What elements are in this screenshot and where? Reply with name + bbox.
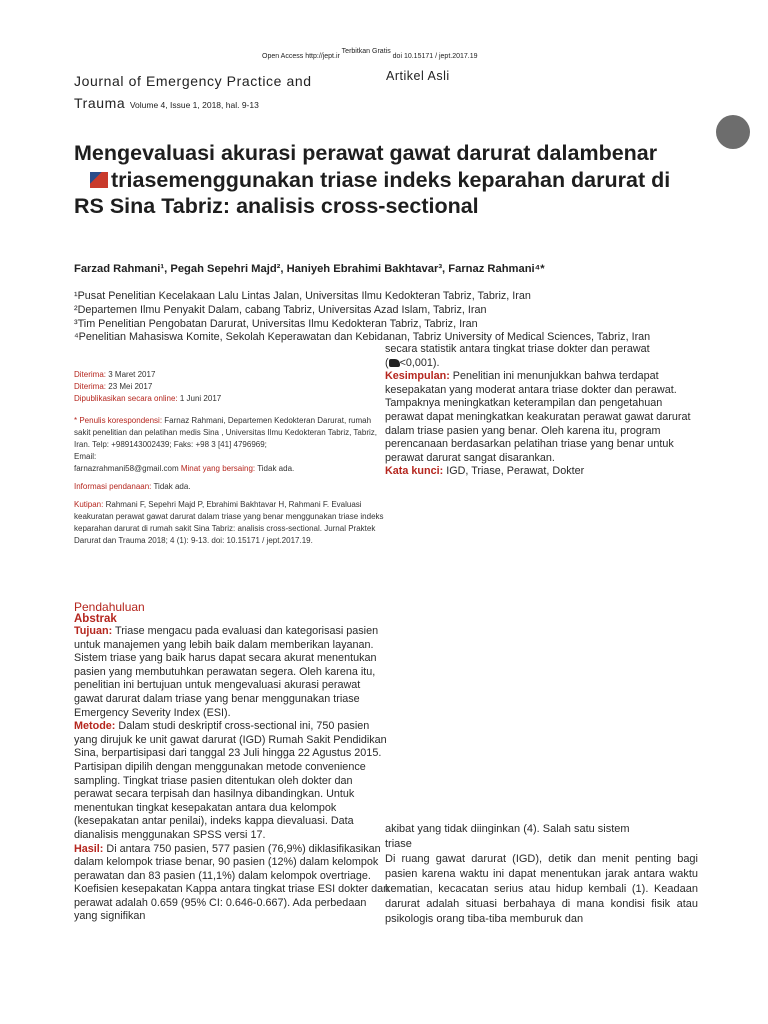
conclusion: Kesimpulan: Penelitian ini menunjukkan bahwa terdapat kesepakatan yang moderat antara triase dokter dan perawat. Tampaknya meningkatkan keterampilan dan pengetahuan perawat dapat meningkatkan keakuratan perawat gawat darurat dalam triase pasien yang benar. Oleh karena itu, program perencanaan berdasarkan pelatihan triase yang benar untuk perawat darurat sangat disarankan. [385,370,691,464]
affiliation-1: ¹Pusat Penelitian Kecelakaan Lalu Lintas Jalan, Universitas Ilmu Kedokteran Tabriz, Tabriz, Iran [74,290,531,302]
intro-paragraph: Di ruang gawat darurat (IGD), detik dan menit penting bagi pasien karena waktu ini dapat menentukan jarak antara waktu kematian, kecacatan serius atau hidup kembali (1). Keadaan darurat adalah situasi berbahaya di mana kondisi fisik atau psikologis orang tiba-tiba memburuk dan [385,853,698,925]
article-title [74,140,674,220]
article-type: Artikel Asli [386,69,450,83]
intro-line1: akibat yang tidak diinginkan (4). Salah satu sistem [385,823,630,835]
intro-text [385,822,698,927]
title-part2: triasemenggunakan triase indeks keparahan darurat di RS Sina Tabriz: analisis cross-sectional [74,167,671,218]
email-label: Email: [74,452,97,461]
received-date: Diterima: 3 Maret 2017 [74,370,156,379]
abstract-objective: Tujuan: Triase mengacu pada evaluasi dan kategorisasi pasien untuk manajemen yang lebih baik dalam memberikan layanan. Sistem triase yang baik harus dapat secara akurat menentukan pasien yang membutuhkan perawatan segera. Oleh karena itu, penelitian ini bertujuan untuk mengevaluasi akurasi perawat gawat darurat dalam triase yang benar menggunakan triase Emergency Severity Index (ESI). [74,625,379,719]
doi-label: doi 10.15171 / jept.2017.19 [392,53,478,60]
published-label: Terbitkan Gratis [341,48,391,55]
intro-line2: triase [385,838,412,850]
email-link[interactable]: farnazrahmani58@gmail.com [74,464,179,473]
abstract-results: Hasil: Di antara 750 pasien, 577 pasien (76,9%) diklasifikasikan dalam kelompok triase benar, 90 pasien (12%) dalam kelompok perawatan dan 83 pasien (11,1%) dalam kelompok overtriage. Koefisien kesepakatan Kappa antara tingkat triase ESI dokter dan perawat adalah 0.659 (95% CI: 0.646-0.667). Ada perbedaan yang signifikan [74,842,390,923]
abstract-continuation [385,343,698,479]
p-value-glyph-icon [389,359,400,367]
journal-name-line1: Journal of Emergency Practice and [74,73,312,89]
citation: Kutipan: Rahmani F, Sepehri Majd P, Ebrahimi Bakhtavar H, Rahmani F. Evaluasi keakuratan perawat gawat darurat dalam triase yang benar menggunakan triase indeks keparahan darurat di rumah sakit Sina Tabriz: analisis cross-sectional. Jurnal Praktek Darurat dan Trauma 2018; 4 (1): 9-13. doi: 10.15171 / jept.2017.19. [74,500,384,545]
gray-circle-icon [716,115,750,149]
abstract-method: Metode: Dalam studi deskriptif cross-sectional ini, 750 pasien yang dirujuk ke unit gawat darurat (IGD) Rumah Sakit Pendidikan Sina, berpartisipasi dari tanggal 23 Juli hingga 22 Agustus 2015. Partisipan dipilih dengan menggunakan metode convenience sampling. Tingkat triase pasien ditentukan oleh dokter dan perawat secara terpisah dan hasilnya dibandingkan. Untuk menentukan tingkat kesepakatan antara dua kelompok (kesepakatan antar penilai), indeks kappa dievaluasi. Data dianalisis menggunakan SPSS versi 17. [74,720,387,841]
crossmark-icon[interactable] [90,172,108,188]
open-access-label: Open Access [262,53,304,60]
journal-name-trauma: Trauma [74,95,126,111]
corresponding-author: * Penulis korespondensi: Farnaz Rahmani, Departemen Kedokteran Darurat, rumah sakit penelitian dan pelatihan medis Sina , Universitas Ilmu Kedokteran Tabriz, Tabriz, Iran. Telp: +989143002439; Faks: +98 3 [41] 4796969; [74,416,377,449]
intro-heading: Pendahuluan [74,600,145,614]
affiliation-2: ²Departemen Ilmu Penyakit Dalam, cabang Tabriz, Universitas Azad Islam, Tabriz, Iran [74,303,487,316]
article-info [74,369,386,547]
journal-url-link[interactable]: http://jept.ir [305,53,340,60]
header-topline [262,48,478,60]
affiliations [74,290,714,345]
title-part1: Mengevaluasi akurasi perawat gawat darurat dalambenar [74,141,658,165]
abstract-body [74,625,392,924]
email-interest-line: farnazrahmani58@gmail.com Minat yang bersaing: Tidak ada. [74,464,295,473]
accepted-date: Diterima: 23 Mei 2017 [74,382,153,391]
journal-name [74,70,404,116]
published-date: Dipublikasikan secara online: 1 Juni 2017 [74,394,222,403]
affiliation-4: ⁴Penelitian Mahasiswa Komite, Sekolah Keperawatan dan Kebidanan, Tabriz University of Medical Sciences, Tabriz, Iran [74,331,651,344]
keywords: Kata kunci: IGD, Triase, Perawat, Dokter [385,465,585,478]
abstract-heading: Abstrak [74,613,117,625]
funding-info: Informasi pendanaan: Tidak ada. [74,482,191,491]
affiliation-3: ³Tim Penelitian Pengobatan Darurat, Universitas Ilmu Kedokteran Tabriz, Tabriz, Iran [74,317,478,330]
results-continuation-line1: secara statistik antara tingkat triase dokter dan perawat [385,343,650,355]
journal-name-line2 [74,92,404,116]
volume-info: Volume 4, Issue 1, 2018, hal. 9-13 [129,100,259,110]
author-list: Farzad Rahmani¹, Pegah Sepehri Majd², Haniyeh Ebrahimi Bakhtavar³, Farnaz Rahmani⁴* [74,263,545,275]
results-continuation-line2: ( <0,001). [385,356,440,369]
